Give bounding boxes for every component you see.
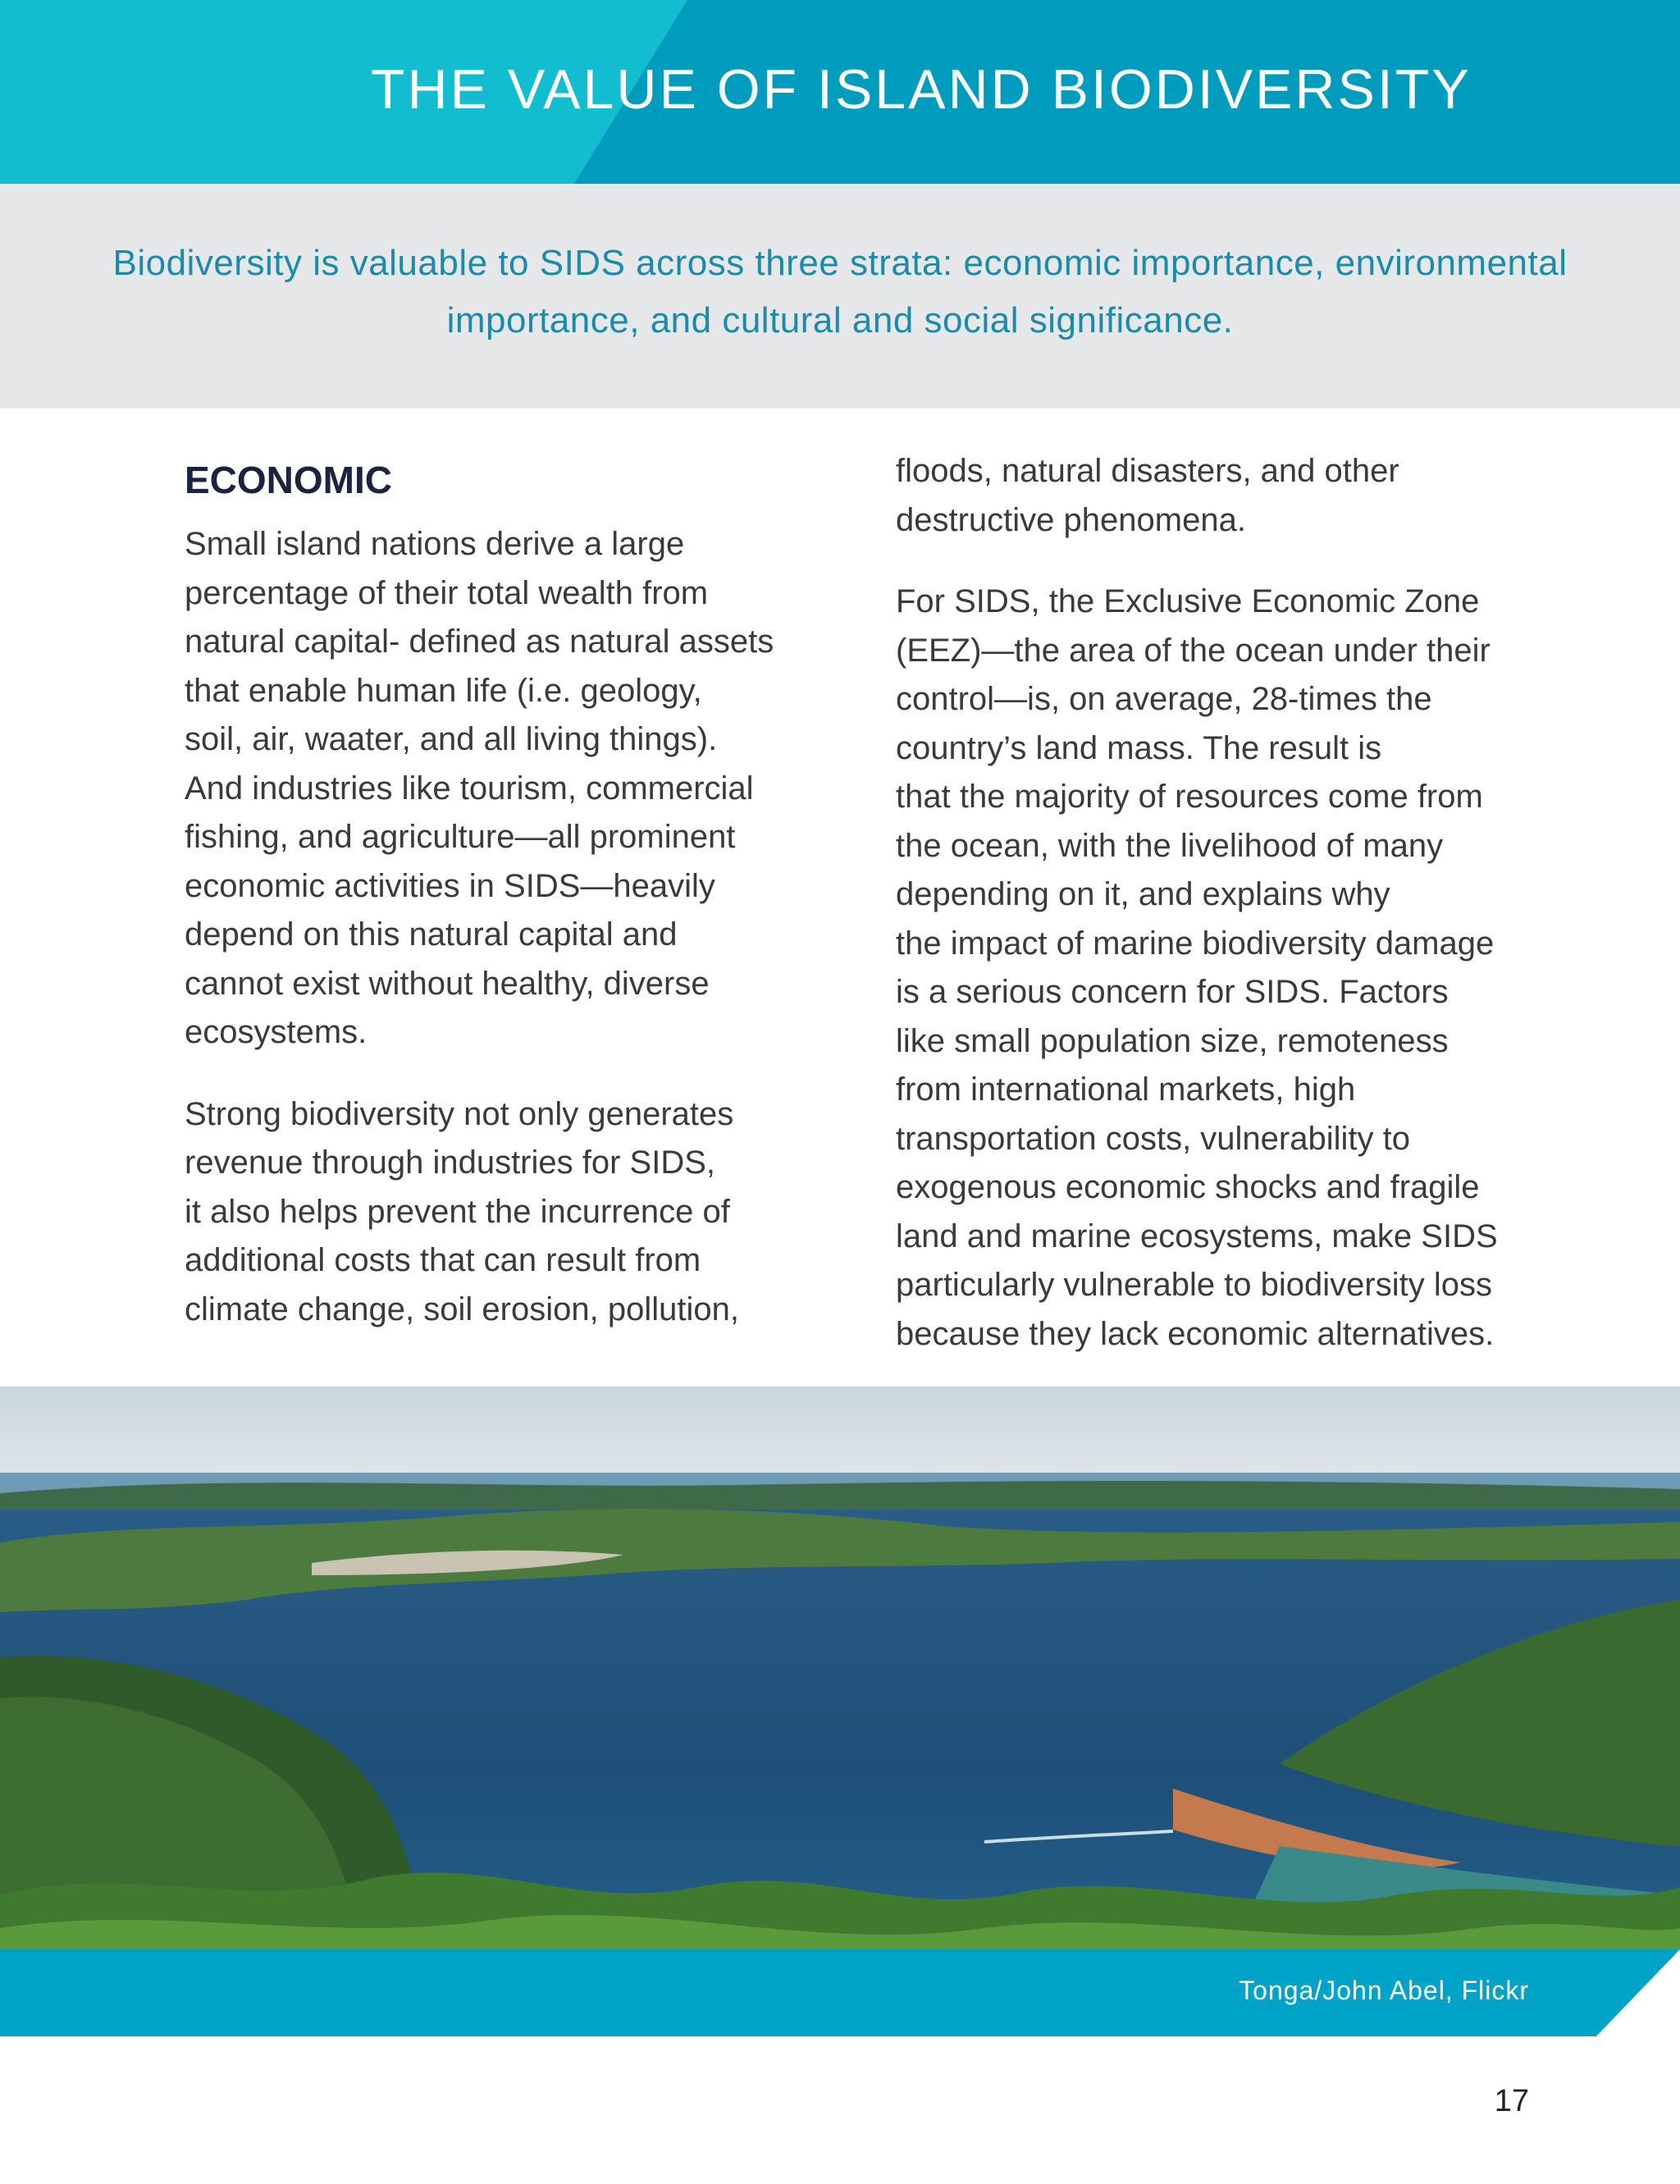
intro-text: Biodiversity is valuable to SIDS across three strata: economic importance, environmental importance, and cultural and social significance. <box>112 243 1568 340</box>
section-heading-economic: ECONOMIC <box>185 459 392 501</box>
photo-caption: Tonga/John Abel, Flickr <box>1239 1976 1529 2005</box>
paragraph-eez: For SIDS, the Exclusive Economic Zone (EEZ)—the area of the ocean under their control—is, on average, 28-times the country’s land mass. The result is that the majority of resources come from the ocean, with the livelihood of many depending on it, and explains why the impact of marine biodiversity damage is a serious concern for SIDS. Factors like small population size, remoteness from international markets, high transportation costs, vulnerability to exogenous economic shocks and fragile land and marine ecosystems, make SIDS particularly vulnerable to biodiversity loss because they lack economic alternatives. <box>896 583 1498 1352</box>
intro-callout <box>0 184 1680 409</box>
header-band <box>0 0 1680 184</box>
paragraph-continuation: floods, natural disasters, and other destructive phenomena. <box>896 453 1399 538</box>
page-title: THE VALUE OF ISLAND BIODIVERSITY <box>371 58 1472 121</box>
right-column <box>896 447 1552 1391</box>
tonga-lagoon-photo <box>0 1387 1680 1953</box>
page-number: 17 <box>1494 2084 1529 2118</box>
left-column <box>185 447 841 1367</box>
paragraph-natural-capital: Small island nations derive a large percentage of their total wealth from natural capital- defined as natural assets that enable human life (i.e. geology, soil, air, waater, and all living things). And industries like tourism, commercial fishing, and agriculture—all prominent economic activities in SIDS—heavily depend on this natural capital and cannot exist without healthy, diverse ecosystems. <box>185 526 774 1050</box>
paragraph-strong-biodiversity: Strong biodiversity not only generates revenue through industries for SIDS, it also helps prevent the incurrence of additional costs that can result from climate change, soil erosion, pollution, <box>185 1095 739 1327</box>
